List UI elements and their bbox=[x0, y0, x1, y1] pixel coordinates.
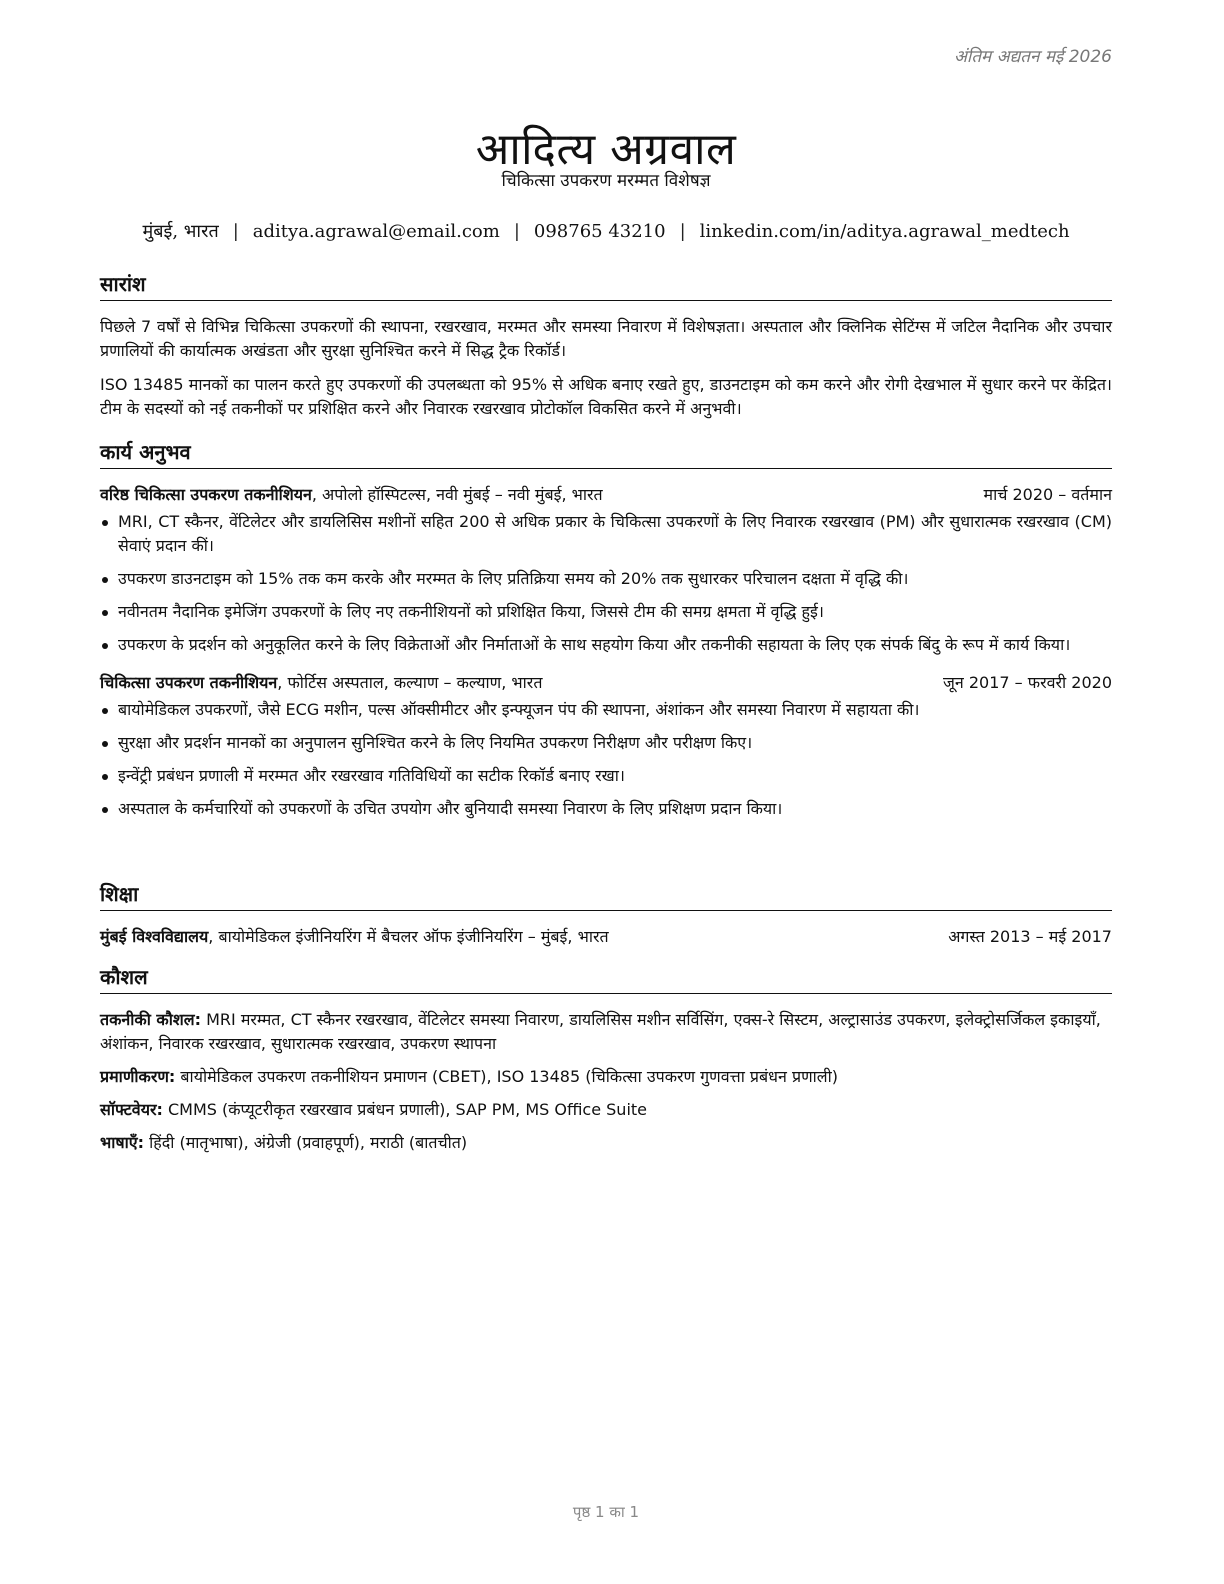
contact-location: मुंबई, भारत bbox=[142, 221, 219, 242]
candidate-name: आदित्य अग्रवाल bbox=[475, 124, 737, 176]
contact-phone: 098765 43210 bbox=[533, 221, 666, 242]
contact-line bbox=[100, 219, 1112, 243]
contact-separator: | bbox=[232, 221, 239, 242]
job-dates: मार्च 2020 – वर्तमान bbox=[983, 485, 1112, 504]
skill-label: तकनीकी कौशल: bbox=[100, 1010, 201, 1029]
job-role: चिकित्सा उपकरण तकनीशियन bbox=[100, 673, 278, 692]
skill-line bbox=[100, 1098, 1112, 1122]
education-school: मुंबई विश्वविद्यालय bbox=[100, 927, 209, 946]
resume-page bbox=[100, 0, 1112, 1584]
skill-value: बायोमेडिकल उपकरण तकनीशियन प्रमाणन (CBET), ISO 13485 (चिकित्सा उपकरण गुणवत्ता प्रबंधन प्रणाली) bbox=[175, 1067, 839, 1086]
job-dates: जून 2017 – फरवरी 2020 bbox=[943, 673, 1112, 692]
job-header bbox=[100, 483, 1112, 507]
job-entry bbox=[100, 671, 1112, 821]
skill-value: MRI मरम्मत, CT स्कैनर रखरखाव, वेंटिलेटर समस्या निवारण, डायलिसिस मशीन सर्विसिंग, एक्स-रे सिस्टम, अल्ट्रासाउंड उपकरण, इलेक्ट्रोसर्जिकल इकाइयाँ, अंशांकन, निवारक रखरखाव, सुधारात्मक रखरखाव, उपकरण स्थापना bbox=[100, 1010, 1101, 1053]
job-organization: , अपोलो हॉस्पिटल्स, नवी मुंबई – नवी मुंबई, भारत bbox=[311, 485, 603, 504]
job-entry bbox=[100, 483, 1112, 657]
skill-label: प्रमाणीकरण: bbox=[100, 1067, 176, 1086]
job-bullet: बायोमेडिकल उपकरणों, जैसे ECG मशीन, पल्स ऑक्सीमीटर और इन्फ्यूजन पंप की स्थापना, अंशांकन और समस्या निवारण में सहायता की। bbox=[100, 698, 1112, 722]
job-bullet: सुरक्षा और प्रदर्शन मानकों का अनुपालन सुनिश्चित करने के लिए नियमित उपकरण निरीक्षण और परीक्षण किए। bbox=[100, 731, 1112, 755]
job-bullet: MRI, CT स्कैनर, वेंटिलेटर और डायलिसिस मशीनों सहित 200 से अधिक प्रकार के चिकित्सा उपकरणों के लिए निवारक रखरखाव (PM) और सुधारात्मक रखरखाव (CM) सेवाएं प्रदान कीं। bbox=[100, 510, 1112, 558]
section-title-experience: कार्य अनुभव bbox=[100, 438, 1112, 469]
skill-line bbox=[100, 1008, 1112, 1056]
job-bullets bbox=[100, 698, 1112, 821]
education-dates: अगस्त 2013 – मई 2017 bbox=[948, 927, 1112, 946]
section-title-education: शिक्षा bbox=[100, 880, 1112, 911]
contact-separator: | bbox=[513, 221, 520, 242]
job-bullets bbox=[100, 510, 1112, 657]
summary-paragraph: ISO 13485 मानकों का पालन करते हुए उपकरणों की उपलब्धता को 95% से अधिक बनाए रखते हुए, डाउनटाइम को कम करने और रोगी देखभाल में सुधार करने पर केंद्रित। टीम के सदस्यों को नई तकनीकों पर प्रशिक्षित करने और निवारक रखरखाव प्रोटोकॉल विकसित करने में अनुभवी। bbox=[100, 375, 1112, 418]
section-title-skills: कौशल bbox=[100, 963, 1112, 994]
education-degree: , बायोमेडिकल इंजीनियरिंग में बैचलर ऑफ इंजीनियरिंग – मुंबई, भारत bbox=[208, 927, 609, 946]
skills-section bbox=[100, 963, 1112, 1164]
section-title-summary: सारांश bbox=[100, 270, 1112, 301]
job-role: वरिष्ठ चिकित्सा उपकरण तकनीशियन bbox=[100, 485, 312, 504]
page-number: पृष्ठ 1 का 1 bbox=[572, 1503, 640, 1521]
summary-section bbox=[100, 270, 1112, 421]
education-section bbox=[100, 880, 1112, 949]
skill-label: सॉफ्टवेयर: bbox=[100, 1100, 163, 1119]
job-bullet: उपकरण के प्रदर्शन को अनुकूलित करने के लिए विक्रेताओं और निर्माताओं के साथ सहयोग किया और तकनीकी सहायता के लिए एक संपर्क बिंदु के रूप में कार्य किया। bbox=[100, 633, 1112, 657]
summary-paragraph: पिछले 7 वर्षों से विभिन्न चिकित्सा उपकरणों की स्थापना, रखरखाव, मरम्मत और समस्या निवारण में विशेषज्ञता। अस्पताल और क्लिनिक सेटिंग्स में जटिल नैदानिक और उपचार प्रणालियों की कार्यात्मक अखंडता और सुरक्षा सुनिश्चित करने में सिद्ध ट्रैक रिकॉर्ड। bbox=[100, 317, 1112, 360]
skill-line bbox=[100, 1065, 1112, 1089]
job-organization: , फोर्टिस अस्पताल, कल्याण – कल्याण, भारत bbox=[277, 673, 543, 692]
last-updated: अंतिम अद्यतन मई 2026 bbox=[953, 47, 1112, 67]
job-bullet: इन्वेंट्री प्रबंधन प्रणाली में मरम्मत और रखरखाव गतिविधियों का सटीक रिकॉर्ड बनाए रखा। bbox=[100, 764, 1112, 788]
skill-value: हिंदी (मातृभाषा), अंग्रेजी (प्रवाहपूर्ण), मराठी (बातचीत) bbox=[144, 1133, 468, 1152]
skill-value: CMMS (कंप्यूटरीकृत रखरखाव प्रबंधन प्रणाली), SAP PM, MS Office Suite bbox=[162, 1100, 648, 1119]
skill-label: भाषाएँ: bbox=[100, 1133, 145, 1152]
contact-linkedin[interactable]: linkedin.com/in/aditya.agrawal_medtech bbox=[699, 221, 1070, 242]
contact-separator: | bbox=[679, 221, 686, 242]
job-bullet: नवीनतम नैदानिक इमेजिंग उपकरणों के लिए नए तकनीशियनों को प्रशिक्षित किया, जिससे टीम की समग्र क्षमता में वृद्धि हुई। bbox=[100, 600, 1112, 624]
job-header bbox=[100, 671, 1112, 695]
skill-line bbox=[100, 1131, 1112, 1155]
job-bullet: अस्पताल के कर्मचारियों को उपकरणों के उचित उपयोग और बुनियादी समस्या निवारण के लिए प्रशिक्षण प्रदान किया। bbox=[100, 797, 1112, 821]
education-entry bbox=[100, 925, 1112, 949]
job-bullet: उपकरण डाउनटाइम को 15% तक कम करके और मरम्मत के लिए प्रतिक्रिया समय को 20% तक सुधारकर परिचालन दक्षता में वृद्धि की। bbox=[100, 567, 1112, 591]
tagline: चिकित्सा उपकरण मरम्मत विशेषज्ञ bbox=[501, 171, 711, 191]
skills-list bbox=[100, 1008, 1112, 1155]
experience-section bbox=[100, 438, 1112, 830]
contact-email[interactable]: aditya.agrawal@email.com bbox=[252, 221, 500, 242]
